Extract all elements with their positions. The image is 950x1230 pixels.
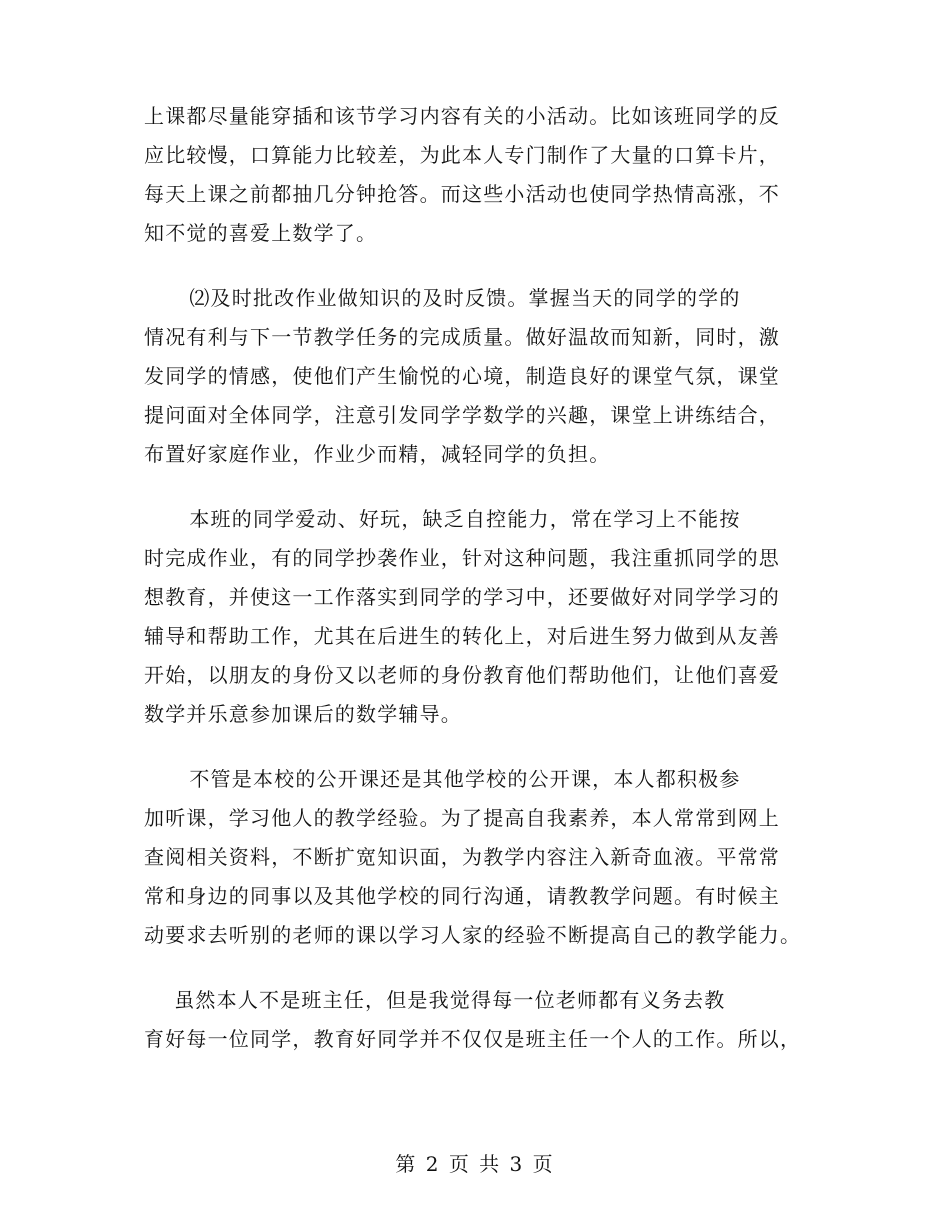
paragraph-line: 加听课，学习他人的教学经验。为了提高自我素养，本人常常到网上 (144, 806, 780, 830)
document-body (144, 97, 804, 1085)
paragraph-line: 本班的同学爱动、好玩，缺乏自控能力，常在学习上不能按 (144, 507, 741, 531)
paragraph-3 (144, 500, 804, 734)
paragraph-line: 应比较慢，口算能力比较差，为此本人专门制作了大量的口算卡片， (144, 143, 780, 167)
paragraph-line: 不管是本校的公开课还是其他学校的公开课，本人都积极参 (144, 767, 741, 791)
page-number-footer: 第 2 页 共 3 页 (395, 1152, 555, 1176)
paragraph-line: 上课都尽量能穿插和该节学习内容有关的小活动。比如该班同学的反 (144, 104, 780, 128)
paragraph-line: 情况有利与下一节教学任务的完成质量。做好温故而知新，同时，激 (144, 325, 780, 349)
paragraph-line: 动要求去听别的老师的课以学习人家的经验不断提高自己的教学能力。 (144, 923, 802, 947)
paragraph-line: 每天上课之前都抽几分钟抢答。而这些小活动也使同学热情高涨，不 (144, 182, 780, 206)
paragraph-line: ⑵及时批改作业做知识的及时反馈。掌握当天的同学的学的 (144, 286, 741, 310)
paragraph-line: 辅导和帮助工作，尤其在后进生的转化上，对后进生努力做到从友善 (144, 624, 780, 648)
paragraph-line: 发同学的情感，使他们产生愉悦的心境，制造良好的课堂气氛，课堂 (144, 364, 780, 388)
paragraph-2 (144, 279, 804, 474)
paragraph-line: 知不觉的喜爱上数学了。 (144, 221, 378, 245)
paragraph-line: 常和身边的同事以及其他学校的同行沟通，请教教学问题。有时候主 (144, 884, 780, 908)
paragraph-4 (144, 760, 804, 955)
paragraph-line: 育好每一位同学，教育好同学并不仅仅是班主任一个人的工作。所以， (144, 1027, 802, 1051)
paragraph-line: 数学并乐意参加课后的数学辅导。 (144, 702, 462, 726)
paragraph-line: 想教育，并使这一工作落实到同学的学习中，还要做好对同学学习的 (144, 585, 780, 609)
paragraph-line: 提问面对全体同学，注意引发同学学数学的兴趣，课堂上讲练结合， (144, 403, 780, 427)
paragraph-line: 布置好家庭作业，作业少而精，减轻同学的负担。 (144, 442, 611, 466)
paragraph-5 (144, 981, 804, 1059)
paragraph-line: 开始，以朋友的身份又以老师的身份教育他们帮助他们，让他们喜爱 (144, 663, 780, 687)
paragraph-line: 查阅相关资料，不断扩宽知识面，为教学内容注入新奇血液。平常常 (144, 845, 780, 869)
paragraph-line: 时完成作业，有的同学抄袭作业，针对这种问题，我注重抓同学的思 (144, 546, 780, 570)
paragraph-line: 虽然本人不是班主任，但是我觉得每一位老师都有义务去教 (144, 988, 726, 1012)
paragraph-1 (144, 97, 804, 253)
